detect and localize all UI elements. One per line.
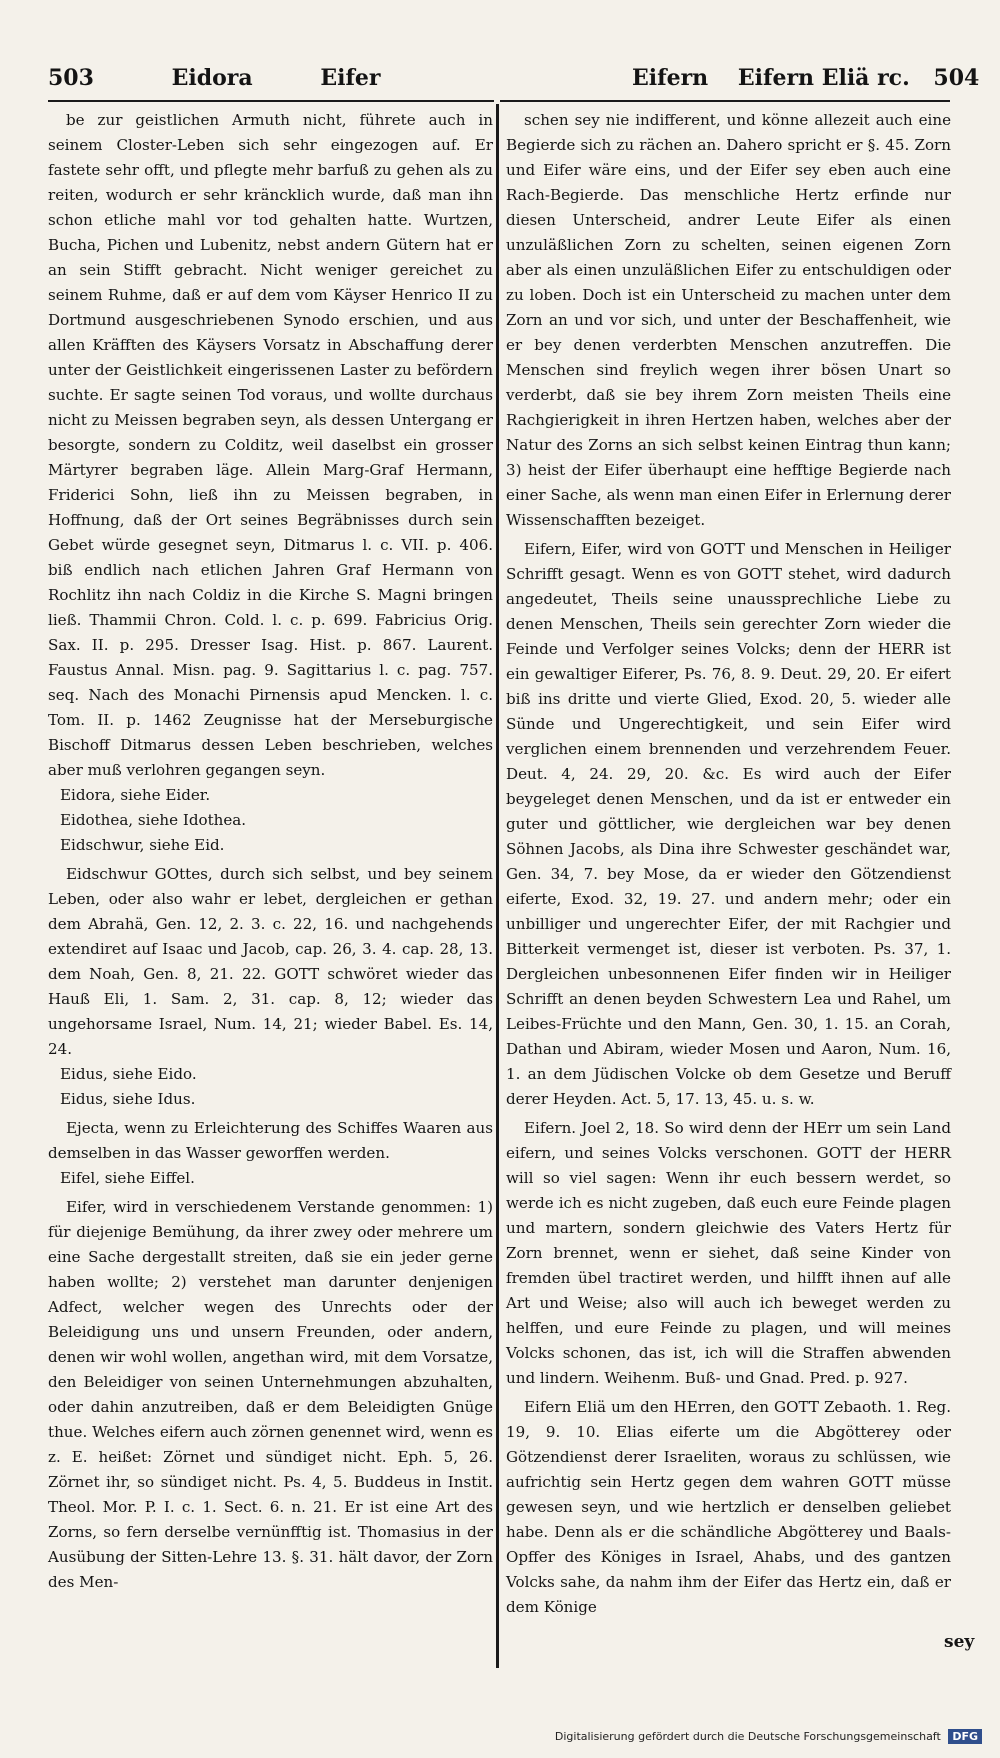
left-header-rule [48,100,494,102]
left-text-column [48,108,493,1595]
lexicon-entry: Eifern. Joel 2, 18. So wird denn der HErr um sein Land eifern, und seines Volcks verschonen. GOTT der HERR will so viel sagen: Wenn ihr euch bessern werdet, so werde ich es nicht zugeben, daß euch eure Feinde plagen und martern, sondern gleichwie des Vaters Hertz für Zorn brennet, wenn er siehet, daß seine Kinder von fremden übel tractiret werden, und hilfft ihnen auf alle Art und Weise; also will auch ich beweget werden zu helffen, und eure Feinde zu plagen, und will meines Volcks schonen, das ist, ich will die Straffen abwenden und lindern. Weihenm. Buß- und Gnad. Pred. p. 927. [506,1119,951,1387]
cross-reference-entry: Eidothea, siehe Idothea. [60,811,247,829]
left-header-keyword-2: Eifer [320,65,381,91]
cross-reference-entry: Eidus, siehe Eido. [60,1065,197,1083]
dfg-badge: DFG [948,1729,982,1744]
digitization-credit [555,1729,982,1744]
credit-text: Digitalisierung gefördert durch die Deutsche Forschungsgemeinschaft [554,1730,941,1743]
left-page-header [48,58,468,98]
left-page-number: 503 [48,65,94,91]
right-page-header [632,58,982,98]
right-page-number: 504 [933,65,980,91]
cross-reference-entry: Eidschwur, siehe Eid. [60,836,225,854]
cross-reference-entry: Eidus, siehe Idus. [60,1090,196,1108]
right-header-keyword-1: Eifern [632,65,709,91]
right-text-column [506,108,951,1620]
lexicon-entry: Eifer, wird in verschiedenem Verstande genommen: 1) für diejenige Bemühung, da ihrer zwey oder mehrere um eine Sache dergestallt streiten, daß sie ein jeder gerne haben wollte; 2) verstehet man darunter denjenigen Adfect, welcher wegen des Unrechts oder der Beleidigung uns und unsern Freunden, oder andern, denen wir wohl wollen, angethan wird, mit dem Vorsatze, den Beleidiger von seinen Unternehmungen abzuhalten, oder dahin anzutreiben, daß er dem Beleidigten Gnüge thue. Welches eifern auch zörnen genennet wird, wenn es z. E. heißet: Zörnet und sündiget nicht. Eph. 5, 26. Zörnet ihr, so sündiget nicht. Ps. 4, 5. Buddeus in Instit. Theol. Mor. P. I. c. 1. Sect. 6. n. 21. Er ist eine Art des Zorns, so fern derselbe vernünfftig ist. Thomasius in der Ausübung der Sitten-Lehre 13. §. 31. hält davor, der Zorn des Men- [48,1198,493,1591]
lexicon-entry: schen sey nie indifferent, und könne allezeit auch eine Begierde sich zu rächen an. Dahero spricht er §. 45. Zorn und Eifer wäre eins, und der Eifer sey eben auch eine Rach-Begierde. Das menschliche Hertz erfinde nur diesen Unterscheid, andrer Leute Eifer als einen unzuläßlichen Zorn zu schelten, seinen eigenen Zorn aber als einen unzuläßlichen Eifer zu entschuldigen oder zu loben. Doch ist ein Unterscheid zu machen unter dem Zorn an und vor sich, und unter der Beschaffenheit, wie er bey denen verderbten Menschen anzutreffen. Die Menschen sind freylich wegen ihrer bösen Unart so verderbt, daß sie bey ihrem Zorn meisten Theils eine Rachgierigkeit in ihren Hertzen haben, welches aber der Natur des Zorns an sich selbst keinen Eintrag thun kann; 3) heist der Eifer überhaupt eine hefftige Begierde nach einer Sache, als wenn man einen Eifer in Erlernung derer Wissenschafften bezeiget. [506,111,951,529]
lexicon-entry: be zur geistlichen Armuth nicht, führete auch in seinem Closter-Leben sich sehr eingezogen auf. Er fastete sehr offt, und pflegte mehr barfuß zu gehen als zu reiten, wodurch er sehr kräncklich wurde, daß man ihn schon etliche mahl vor tod gehalten hatte. Wurtzen, Bucha, Pichen und Lubenitz, nebst andern Gütern hat er an sein Stifft gebracht. Nicht weniger gereichet zu seinem Ruhme, daß er auf dem vom Käyser Henrico II zu Dortmund ausgeschriebenen Synodo erschien, und aus allen Kräfften des Käysers Vorsatz in Abschaffung derer unter der Geistlichkeit eingerissenen Laster zu befördern suchte. Er sagte seinen Tod voraus, und wollte durchaus nicht zu Meissen begraben seyn, als dessen Untergang er besorgte, sondern zu Colditz, weil daselbst ein grosser Märtyrer begraben läge. Allein Marg-Graf Hermann, Friderici Sohn, ließ ihn zu Meissen begraben, in Hoffnung, daß der Ort seines Begräbnisses durch sein Gebet würde gesegnet seyn, Ditmarus l. c. VII. p. 406. biß endlich nach etlichen Jahren Graf Hermann von Rochlitz ihn nach Coldiz in die Kirche S. Magni bringen ließ. Thammii Chron. Cold. l. c. p. 699. Fabricius Orig. Sax. II. p. 295. Dresser Isag. Hist. p. 867. Laurent. Faustus Annal. Misn. pag. 9. Sagittarius l. c. pag. 757. seq. Nach des Monachi Pirnensis apud Mencken. l. c. Tom. II. p. 1462 Zeugnisse hat der Merseburgische Bischoff Ditmarus dessen Leben beschrieben, welches aber muß verlohren gegangen seyn. [48,111,493,779]
lexicon-entry: Eifern, Eifer, wird von GOTT und Menschen in Heiliger Schrifft gesagt. Wenn es von GOTT stehet, wird dadurch angedeutet, Theils seine unaussprechliche Liebe zu denen Menschen, Theils sein gerechter Zorn wieder die Feinde und Verfolger seines Volcks; denn der HERR ist ein gewaltiger Eiferer, Ps. 76, 8. 9. Deut. 29, 20. Er eifert biß ins dritte und vierte Glied, Exod. 20, 5. wieder alle Sünde und Ungerechtigkeit, und sein Eifer wird verglichen einem brennenden und verzehrendem Feuer. Deut. 4, 24. 29, 20. &c. Es wird auch der Eifer beygeleget denen Menschen, und da ist er entweder ein guter und göttlicher, wie dergleichen war bey denen Söhnen Jacobs, als Dina ihre Schwester geschändet war, Gen. 34, 7. bey Mose, da er wieder den Götzendienst eiferte, Exod. 32, 19. 27. und andern mehr; oder ein unbilliger und ungerechter Eifer, der mit Rachgier und Bitterkeit vermenget ist, dieser ist verboten. Ps. 37, 1. Dergleichen unbesonnenen Eifer finden wir in Heiliger Schrifft an denen beyden Schwestern Lea und Rahel, um Leibes-Früchte und den Mann, Gen. 30, 1. 15. an Corah, Dathan und Abiram, wieder Mosen und Aaron, Num. 16, 1. an dem Jüdischen Volcke ob dem Gesetze und Beruff derer Heyden. Act. 5, 17. 13, 45. u. s. w. [506,540,951,1108]
left-header-keyword-1: Eidora [171,65,253,91]
cross-reference-entry: Eifel, siehe Eiffel. [60,1169,195,1187]
cross-reference-entry: Eidora, siehe Eider. [60,786,211,804]
right-header-rule [500,100,950,102]
catchword: sey [944,1632,975,1652]
lexicon-entry: Ejecta, wenn zu Erleichterung des Schiffes Waaren aus demselben in das Wasser geworffen werden. [48,1119,493,1162]
column-divider [496,104,499,1668]
lexicon-entry: Eifern Eliä um den HErren, den GOTT Zebaoth. 1. Reg. 19, 9. 10. Elias eiferte um die Abgötterey oder Götzendienst derer Israeliten, woraus zu schlüssen, wie aufrichtig sein Hertz gegen dem wahren GOTT müsse gewesen seyn, und wie hertzlich er denselben geliebet habe. Denn als er die schändliche Abgötterey und Baals-Opffer des Königes in Israel, Ahabs, und des gantzen Volcks sahe, da nahm ihm der Eifer das Hertz ein, daß er dem Könige [506,1398,951,1616]
right-header-keyword-2: Eifern Eliä rc. [737,65,910,91]
lexicon-entry: Eidschwur GOttes, durch sich selbst, und bey seinem Leben, oder also wahr er lebet, dergleichen er gethan dem Abrahä, Gen. 12, 2. 3. c. 22, 16. und nachgehends extendiret auf Isaac und Jacob, cap. 26, 3. 4. cap. 28, 13. dem Noah, Gen. 8, 21. 22. GOTT schwöret wieder das Hauß Eli, 1. Sam. 2, 31. cap. 8, 12; wieder das ungehorsame Israel, Num. 14, 21; wieder Babel. Es. 14, 24. [48,865,493,1058]
